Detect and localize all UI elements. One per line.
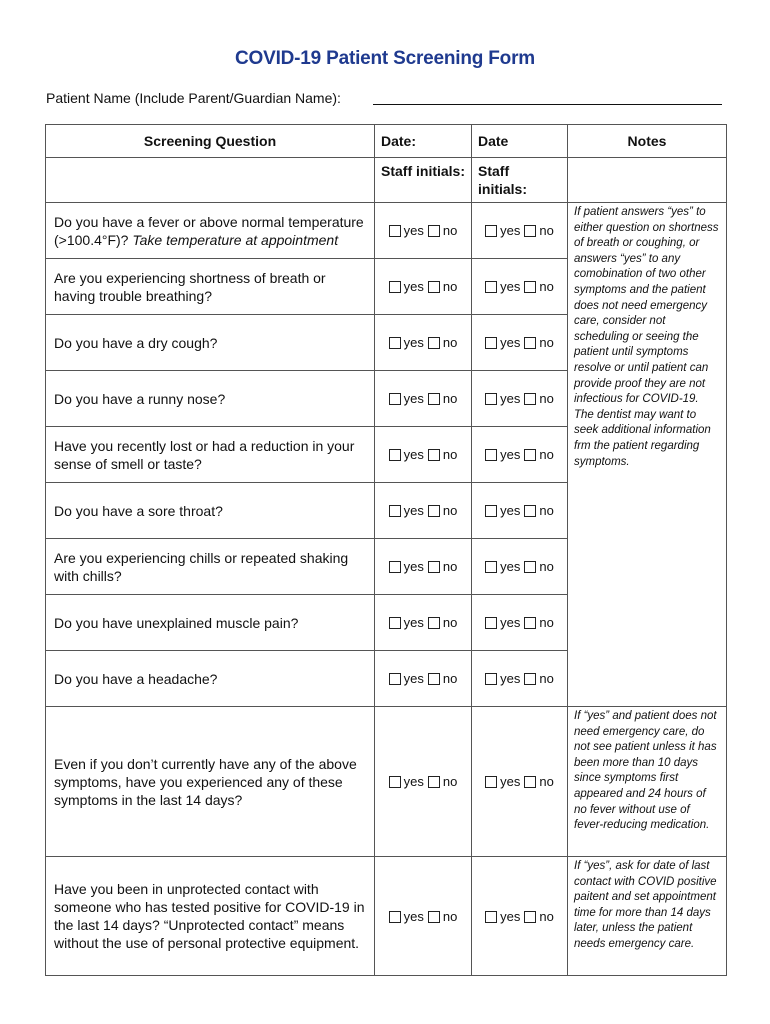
yes-checkbox[interactable]	[485, 449, 497, 461]
yes-checkbox[interactable]	[485, 225, 497, 237]
answer-cell-2	[472, 707, 568, 857]
question-text: Do you have unexplained muscle pain?	[46, 595, 375, 651]
question-text: Do you have a fever or above normal temperature (>100.4°F)? Take temperature at appointment	[46, 203, 375, 259]
yes-label: yes	[500, 559, 521, 574]
question-text: Are you experiencing shortness of breath or having trouble breathing?	[46, 259, 375, 315]
answer-cell-2	[472, 857, 568, 976]
no-label: no	[539, 503, 554, 518]
staff-row	[46, 158, 727, 203]
no-checkbox[interactable]	[428, 911, 440, 923]
no-checkbox[interactable]	[524, 776, 536, 788]
question-text: Do you have a sore throat?	[46, 483, 375, 539]
no-checkbox[interactable]	[524, 617, 536, 629]
yes-label: yes	[500, 279, 521, 294]
yes-label: yes	[403, 908, 424, 924]
yes-checkbox[interactable]	[485, 393, 497, 405]
yes-label: yes	[403, 615, 424, 630]
no-checkbox[interactable]	[524, 911, 536, 923]
header-date-1: Date:	[375, 125, 472, 158]
screening-table	[45, 124, 727, 976]
yes-label: yes	[403, 391, 424, 406]
notes-contact: If “yes”, ask for date of last contact with COVID positive paitent and set appointment time for more than 14 days later, unless the patient needs emergency care.	[568, 857, 727, 976]
staff-row-notes-blank	[568, 158, 727, 203]
header-notes: Notes	[568, 125, 727, 158]
question-text: Even if you don’t currently have any of the above symptoms, have you experienced any of these symptoms in the last 14 days?	[46, 707, 375, 857]
no-checkbox[interactable]	[524, 673, 536, 685]
yes-checkbox[interactable]	[485, 673, 497, 685]
no-label: no	[539, 335, 554, 350]
yes-label: yes	[500, 447, 521, 462]
no-label: no	[539, 391, 554, 406]
yes-checkbox[interactable]	[389, 673, 401, 685]
answer-cell-1	[375, 203, 472, 259]
answer-cell-1	[375, 483, 472, 539]
yes-checkbox[interactable]	[389, 617, 401, 629]
yes-label: yes	[500, 503, 521, 518]
answer-cell-1	[375, 427, 472, 483]
answer-cell-2	[472, 595, 568, 651]
yes-label: yes	[403, 279, 424, 294]
question-text: Have you been in unprotected contact with someone who has tested positive for COVID-19 in the last 14 days? “Unprotected contact” means without the use of personal protective equipment.	[46, 857, 375, 976]
no-label: no	[539, 447, 554, 462]
answer-cell-1	[375, 651, 472, 707]
yes-label: yes	[500, 335, 521, 350]
answer-cell-1	[375, 595, 472, 651]
header-date-2: Date	[472, 125, 568, 158]
answer-cell-2	[472, 203, 568, 259]
no-label: no	[442, 391, 458, 406]
question-text: Do you have a headache?	[46, 651, 375, 707]
yes-label: yes	[500, 615, 521, 630]
no-checkbox[interactable]	[428, 393, 440, 405]
no-checkbox[interactable]	[428, 225, 440, 237]
answer-cell-2	[472, 371, 568, 427]
answer-cell-2	[472, 259, 568, 315]
no-checkbox[interactable]	[524, 561, 536, 573]
yes-label: yes	[403, 671, 424, 686]
yes-checkbox[interactable]	[389, 281, 401, 293]
no-label: no	[442, 335, 458, 350]
answer-cell-2	[472, 483, 568, 539]
answer-cell-2	[472, 427, 568, 483]
no-label: no	[539, 223, 554, 238]
no-checkbox[interactable]	[428, 673, 440, 685]
yes-label: yes	[403, 335, 424, 350]
notes-symptoms: If patient answers “yes” to either question on shortness of breath or coughing, or answers “yes” to any comobination of two other symptoms and the patient does not need emergency care, consider not scheduling or seeing the patient until symptoms resolve or until patient can provide proof they are not infectious for COVID-19. The dentist may want to seek additional information frm the patient regarding symptoms.	[568, 203, 727, 707]
yes-label: yes	[500, 908, 521, 924]
header-question: Screening Question	[46, 125, 375, 158]
no-label: no	[539, 774, 554, 789]
yes-checkbox[interactable]	[389, 561, 401, 573]
no-label: no	[539, 559, 554, 574]
no-checkbox[interactable]	[524, 337, 536, 349]
no-checkbox[interactable]	[524, 505, 536, 517]
no-label: no	[539, 615, 554, 630]
answer-cell-2	[472, 539, 568, 595]
yes-checkbox[interactable]	[485, 911, 497, 923]
yes-checkbox[interactable]	[389, 393, 401, 405]
question-row	[46, 707, 727, 857]
question-text: Have you recently lost or had a reduction in your sense of smell or taste?	[46, 427, 375, 483]
form-title: COVID-19 Patient Screening Form	[235, 48, 535, 69]
yes-label: yes	[500, 774, 521, 789]
yes-label: yes	[403, 223, 424, 238]
yes-checkbox[interactable]	[389, 337, 401, 349]
yes-checkbox[interactable]	[485, 617, 497, 629]
yes-checkbox[interactable]	[389, 449, 401, 461]
yes-label: yes	[500, 223, 521, 238]
patient-name-field[interactable]	[373, 104, 722, 105]
yes-label: yes	[500, 671, 521, 686]
no-label: no	[442, 671, 458, 686]
no-label: no	[442, 774, 458, 789]
question-text: Are you experiencing chills or repeated shaking with chills?	[46, 539, 375, 595]
no-checkbox[interactable]	[524, 225, 536, 237]
question-instruction: Take temperature at appointment	[132, 231, 339, 248]
yes-checkbox[interactable]	[389, 776, 401, 788]
no-checkbox[interactable]	[428, 505, 440, 517]
no-checkbox[interactable]	[428, 561, 440, 573]
staff-initials-1[interactable]: Staff initials:	[375, 158, 472, 203]
no-label: no	[539, 908, 554, 924]
staff-row-blank	[46, 158, 375, 203]
yes-checkbox[interactable]	[485, 776, 497, 788]
answer-cell-1	[375, 707, 472, 857]
answer-cell-2	[472, 651, 568, 707]
question-text: Do you have a dry cough?	[46, 315, 375, 371]
answer-cell-1	[375, 857, 472, 976]
yes-checkbox[interactable]	[389, 505, 401, 517]
no-checkbox[interactable]	[428, 776, 440, 788]
answer-cell-1	[375, 539, 472, 595]
no-checkbox[interactable]	[428, 617, 440, 629]
yes-checkbox[interactable]	[485, 337, 497, 349]
no-label: no	[539, 671, 554, 686]
yes-label: yes	[403, 774, 424, 789]
yes-label: yes	[403, 559, 424, 574]
notes-last-14-days: If “yes” and patient does not need emergency care, do not see patient unless it has been more than 10 days since symptoms first appeared and 24 hours of no fever without use of fever-reducing medication.	[568, 707, 727, 857]
no-label: no	[442, 223, 458, 238]
answer-cell-2	[472, 315, 568, 371]
answer-cell-1	[375, 259, 472, 315]
no-label: no	[442, 615, 458, 630]
yes-checkbox[interactable]	[485, 505, 497, 517]
no-checkbox[interactable]	[524, 393, 536, 405]
no-label: no	[442, 559, 458, 574]
no-label: no	[442, 503, 458, 518]
yes-checkbox[interactable]	[389, 225, 401, 237]
no-checkbox[interactable]	[524, 449, 536, 461]
staff-initials-2[interactable]: Staff initials:	[472, 158, 568, 203]
question-row	[46, 857, 727, 976]
no-label: no	[442, 447, 458, 462]
header-row	[46, 125, 727, 158]
no-checkbox[interactable]	[428, 281, 440, 293]
yes-checkbox[interactable]	[485, 281, 497, 293]
yes-checkbox[interactable]	[485, 561, 497, 573]
answer-cell-1	[375, 371, 472, 427]
no-label: no	[442, 279, 458, 294]
yes-label: yes	[403, 447, 424, 462]
yes-label: yes	[500, 391, 521, 406]
answer-cell-1	[375, 315, 472, 371]
no-label: no	[442, 908, 458, 924]
question-row	[46, 203, 727, 259]
no-checkbox[interactable]	[524, 281, 536, 293]
no-checkbox[interactable]	[428, 337, 440, 349]
no-label: no	[539, 279, 554, 294]
patient-name-label: Patient Name (Include Parent/Guardian Name):	[46, 90, 341, 106]
yes-label: yes	[403, 503, 424, 518]
no-checkbox[interactable]	[428, 449, 440, 461]
yes-checkbox[interactable]	[389, 911, 401, 923]
question-text: Do you have a runny nose?	[46, 371, 375, 427]
